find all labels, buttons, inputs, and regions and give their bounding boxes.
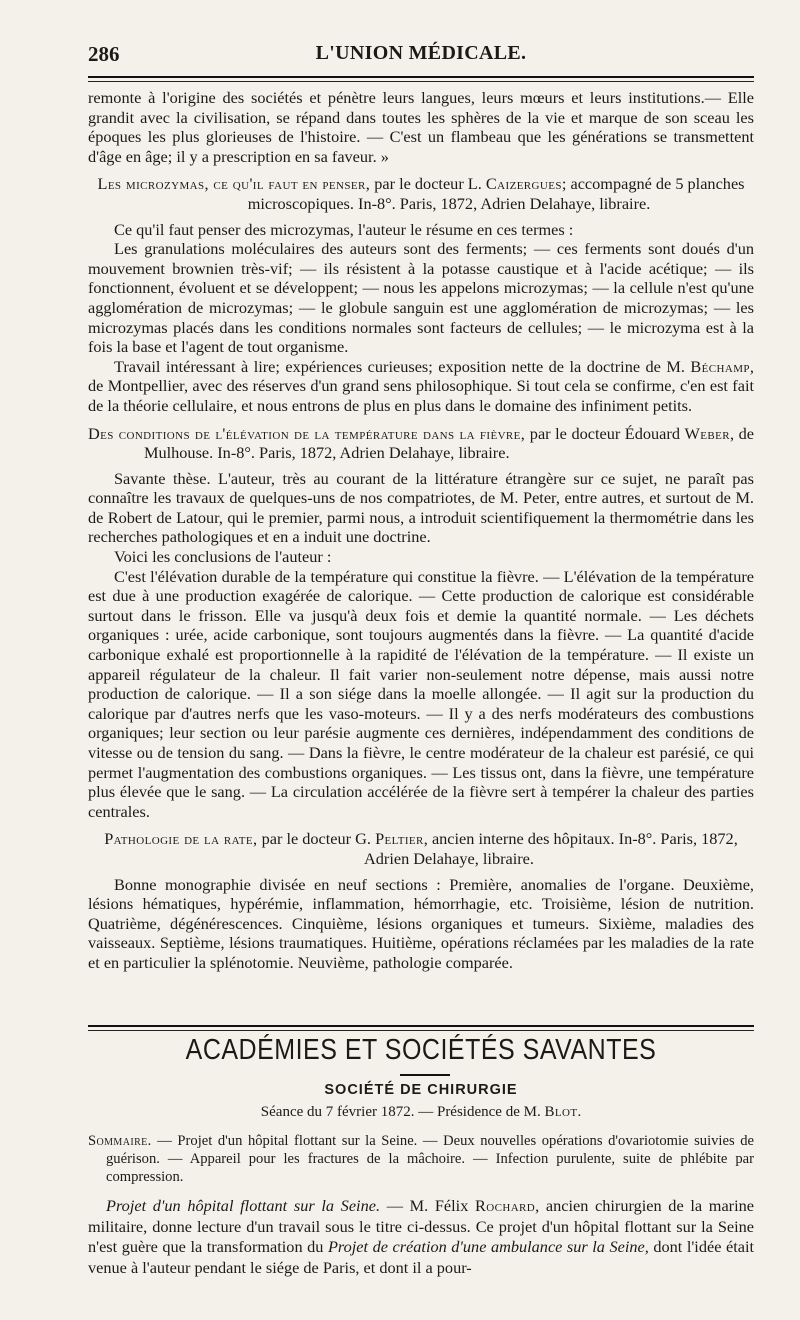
projet-section xyxy=(88,1196,754,1278)
page-header xyxy=(88,40,754,72)
review-3-title: Pathologie de la rate, par le docteur G. Peltier, ancien interne des hôpitaux. In-8°. Paris, 1872, Adrien Delahaye, libraire. xyxy=(104,829,738,868)
continued-paragraph: remonte à l'origine des sociétés et pénètre leurs langues, leurs mœurs et leurs institutions.— Elle grandit avec la civilisation, se répand dans toutes les sphères de la vie et marque de son sceau les époques les plus glorieuses de l'histoire. — C'est un flambeau que les générations se transmettent d'âge en âge; il y a prescription en sa faveur. » xyxy=(88,88,754,166)
session-line: Séance du 7 février 1872. — Présidence de M. Blot. xyxy=(260,1104,582,1120)
section-rule xyxy=(88,1025,754,1027)
review-2-para: Voici les conclusions de l'auteur : xyxy=(114,547,332,567)
heading-ornament-rule xyxy=(400,1074,450,1076)
review-1-title: Les microzymas, ce qu'il faut en penser, par le docteur L. Caizergues; accompagné de 5 planches microscopiques. In-8°. Paris, 1872, Adrien Delahaye, libraire. xyxy=(97,174,745,213)
review-2-title: Des conditions de l'élévation de la température dans la fièvre, par le docteur Édouard Weber, de Mulhouse. In-8°. Paris, 1872, Adrien Delahaye, libraire. xyxy=(88,423,754,463)
header-rule-thin xyxy=(88,81,754,82)
header-rule xyxy=(88,76,754,78)
running-title: L'UNION MÉDICALE. xyxy=(315,42,527,64)
reviews-body xyxy=(88,88,754,973)
review-1-para: Travail intéressant à lire; expériences curieuses; exposition nette de la doctrine de M. Béchamp, de Montpellier, avec des réserves d'un grand sens philosophique. Si tout cela se confirme, c'en est fait de la théorie cellulaire, et nous entrons de plus en plus dans le domaine des infiniment petits. xyxy=(88,356,754,415)
projet-paragraph: Projet d'un hôpital flottant sur la Seine. — M. Félix Rochard, ancien chirurgien de la marine militaire, donne lecture d'un travail sous le titre ci-dessus. Ce projet d'un hôpital flottant sur la Seine n'est guère que la transformation du Projet de création d'une ambulance sur la Seine, dont l'idée était venue à l'auteur pendant le siége de Paris, et dont il a pour- xyxy=(88,1196,754,1277)
society-title: SOCIÉTÉ DE CHIRURGIE xyxy=(324,1082,518,1098)
review-1-para: Ce qu'il faut penser des microzymas, l'auteur le résume en ces termes : xyxy=(114,219,574,239)
section-heading: ACADÉMIES ET SOCIÉTÉS SAVANTES xyxy=(185,1033,657,1067)
review-2-para: Savante thèse. L'auteur, très au courant de la littérature étrangère sur ce sujet, ne paraît pas connaître les travaux de quelques-uns de nos compatriotes, de M. Peter, entre autres, et surtout de M. de Robert de Latour, qui le premier, parmi nous, a introduit scientifiquement la thermométrie dans les recherches pathologiques et en a induit une doctrine. xyxy=(88,468,754,547)
review-3-para: Bonne monographie divisée en neuf sections : Première, anomalies de l'organe. Deuxième, lésions hématiques, hypérémie, inflammation, hémorrhagie, etc. Troisième, lésion de nutrition. Quatrième, dégénérescences. Cinquième, lésions organiques et tumeurs. Sixième, maladies des vaisseaux. Septième, lésions traumatiques. Huitième, opérations réclamées par les maladies de la rate et en particulier la splénotomie. Neuvième, pathologie comparée. xyxy=(88,874,754,972)
section-rule-thin xyxy=(88,1030,754,1031)
review-1-para: Les granulations moléculaires des auteurs sont des ferments; — ces ferments sont doués d'un mouvement brownien très-vif; — ils résistent à la potasse caustique et à l'acide acétique; — ils fonctionnent, évoluent et se développent; — nous les appelons microzymas; — la cellule n'est qu'une agglomération de microzymas; — le globule sanguin est une agglomération de microzymas; — les microzymas placés dans les conditions normales sont facteurs de cellules; — le microzyma est à la fois la base et l'agent de tout organisme. xyxy=(88,239,754,357)
page-number: 286 xyxy=(88,42,120,66)
review-2-para: C'est l'élévation durable de la température qui constitue la fièvre. — L'élévation de la température est due à une production exagérée de calorique. — Cette production de calorique est considérable surtout dans le frisson. Elle va jusqu'à deux fois et demie la quantité normale. — Les déchets organiques : urée, acide carbonique, sont toujours augmentés dans la fièvre. — La quantité d'acide carbonique exhalé est proportionnelle à la rapidité de l'élévation de la température. — Il existe un appareil régulateur de la chaleur. Il fait varier non-seulement notre dépense, mais aussi notre production de calorique. — Il a son siége dans la moelle allongée. — Il agit sur la production du calorique par d'autres nerfs que les vaso-moteurs. — Il y a des nerfs modérateurs des combustions organiques; leur section ou leur parésie augmente ces dernières, indépendamment des conditions de vitesse ou de tension du sang. — Dans la fièvre, le centre modérateur de la chaleur est parésié, ce qui permet l'augmentation des combustions organiques. — Les tissus ont, dans la fièvre, une température plus élevée que le sang. — La circulation accélérée de la fièvre sert à tempérer la chaleur des parties centrales. xyxy=(88,566,754,821)
summary: Sommaire. — Projet d'un hôpital flottant sur la Seine. — Deux nouvelles opérations d'ovariotomie suivies de guérison. — Appareil pour les fractures de la mâchoire. — Infection purulente, suite de phlébite par compression. xyxy=(88,1133,754,1185)
